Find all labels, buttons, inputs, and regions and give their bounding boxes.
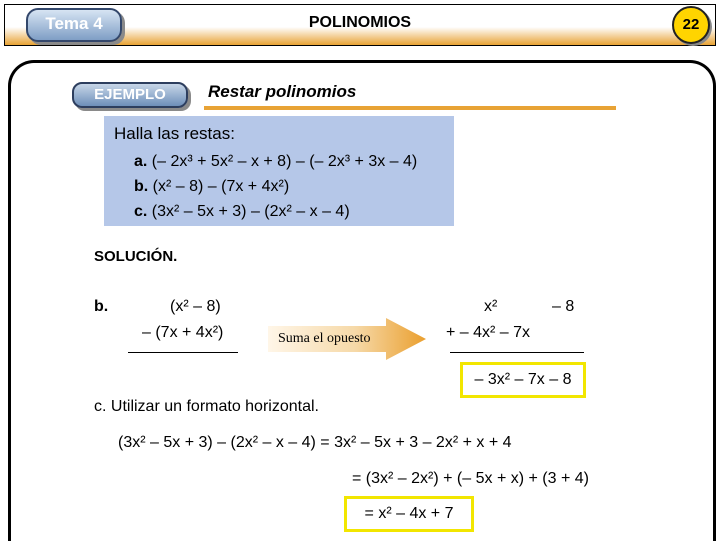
section-title: Restar polinomios [208, 82, 357, 101]
page-number-badge: 22 [672, 6, 710, 44]
exercise-item-a [134, 153, 417, 171]
exercise-item-c [134, 203, 350, 221]
part-c-result: = x² – 4x + 7 [344, 496, 474, 532]
ejemplo-badge: EJEMPLO [72, 82, 188, 108]
part-c-intro: c. Utilizar un formato horizontal. [94, 398, 319, 415]
tema-tab[interactable]: Tema 4 [26, 8, 122, 42]
exercise-intro: Halla las restas: [114, 124, 235, 143]
part-b-left-sum-line [128, 352, 238, 353]
exercise-item-letter: c. [134, 203, 148, 220]
exercise-item-letter: a. [134, 153, 148, 170]
exercise-item-letter: b. [134, 178, 149, 195]
part-c-line-1: (3x² – 5x + 3) – (2x² – x – 4) = 3x² – 5x + 3 – 2x² + x + 4 [118, 434, 512, 451]
part-b-label: b. [94, 298, 109, 315]
part-b-minuend: (x² – 8) [170, 298, 221, 315]
page-title: POLINOMIOS [308, 14, 412, 31]
solution-label: SOLUCIÓN. [94, 248, 178, 265]
part-b-right-second: + – 4x² – 7x [446, 324, 531, 341]
exercise-item-text: (3x² – 5x + 3) – (2x² – x – 4) [151, 203, 350, 220]
section-underline [204, 106, 616, 110]
part-b-right-sum-line [450, 352, 584, 353]
part-b-right-const: – 8 [552, 298, 575, 315]
part-b-result: – 3x² – 7x – 8 [460, 362, 586, 398]
arrow-label: Suma el opuesto [278, 331, 371, 346]
exercise-item-text: (x² – 8) – (7x + 4x²) [152, 178, 290, 195]
exercise-item-text: (– 2x³ + 5x² – x + 8) – (– 2x³ + 3x – 4) [151, 153, 418, 170]
exercise-item-b [134, 178, 289, 196]
part-c-line-2: = (3x² – 2x²) + (– 5x + x) + (3 + 4) [352, 470, 589, 487]
part-b-subtrahend: – (7x + 4x²) [142, 324, 224, 341]
part-b-right-first: x² [484, 298, 498, 315]
